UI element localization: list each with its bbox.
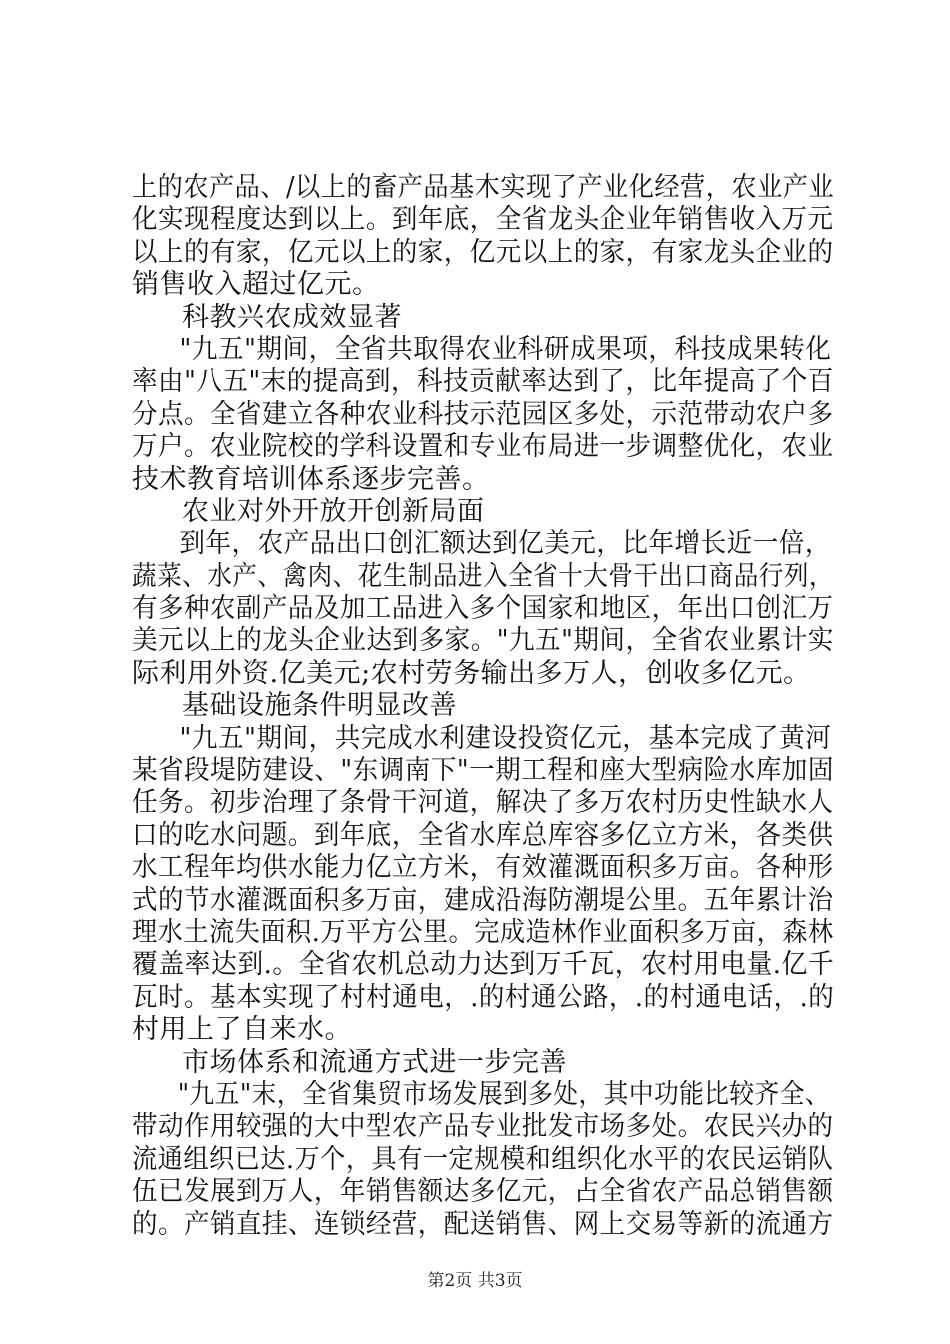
text-line: 村用上了自来水。 <box>132 1014 352 1046</box>
section-heading: 农业对外开放开创新局面 <box>182 495 485 527</box>
text-line: 的。产销直挂、连锁经营，配送销售、网上交易等新的流通方 <box>132 1208 834 1240</box>
text-line: 式的节水灌溉面积多万亩，建成沿海防潮堤公里。五年累计治 <box>132 884 834 916</box>
document-body <box>132 172 834 1241</box>
text-line: 以上的有家，亿元以上的家，亿元以上的家，有家龙头企业的 <box>132 236 834 268</box>
text-line: 覆盖率达到.。全省农机总动力达到万千瓦，农村用电量.亿千 <box>132 949 835 981</box>
text-line: 流通组织已达.万个，具有一定规模和组织化水平的农民运销队 <box>132 1143 834 1175</box>
text-line: 万户。农业院校的学科设置和专业布局进一步调整优化，农业 <box>132 431 834 463</box>
text-line: 理水土流失面积.万平方公里。完成造林作业面积多万亩，森林 <box>132 916 834 948</box>
section-heading: 市场体系和流通方式进一步完善 <box>182 1046 567 1078</box>
text-line: 际利用外资.亿美元;农村劳务输出多万人，创收多亿元。 <box>132 657 811 689</box>
text-line: "九五"期间，全省共取得农业科研成果项，科技成果转化 <box>179 333 832 365</box>
page-footer: 第2页 共3页 <box>427 1271 523 1291</box>
section-heading: 科教兴农成效显著 <box>182 301 402 333</box>
text-line: 销售收入超过亿元。 <box>132 269 380 301</box>
text-line: 化实现程度达到以上。到年底，全省龙头企业年销售收入万元 <box>132 204 834 236</box>
text-line: 美元以上的龙头企业达到多家。"九五"期间，全省农业累计实 <box>132 625 834 657</box>
text-line: "九五"末，全省集贸市场发展到多处，其中功能比较齐全、 <box>177 1078 831 1110</box>
text-line: 任务。初步治理了条骨干河道，解决了多万农村历史性缺水人 <box>132 787 834 819</box>
text-line: 口的吃水问题。到年底，全省水库总库容多亿立方米，各类供 <box>132 819 834 851</box>
text-line: 到年，农产品出口创汇额达到亿美元，比年增长近一倍， <box>179 528 831 560</box>
text-line: 有多种农副产品及加工品进入多个国家和地区，年出口创汇万 <box>132 593 834 625</box>
text-line: 带动作用较强的大中型农产品专业批发市场多处。农民兴办的 <box>132 1111 834 1143</box>
text-line: 瓦时。基本实现了村村通电，.的村通公路，.的村通电话，.的 <box>132 981 835 1013</box>
text-line: 上的农产品、/以上的畜产品基木实现了产业化经营，农业产业 <box>132 172 835 203</box>
text-line: 水工程年均供水能力亿立方米，有效灌溉面积多万亩。各种形 <box>132 852 834 884</box>
text-line: 分点。全省建立各种农业科技示范园区多处，示范带动农户多 <box>132 398 834 430</box>
section-heading: 基础设施条件明显改善 <box>182 690 457 722</box>
text-line: "九五"期间，共完成水利建设投资亿元，基本完成了黄河 <box>179 722 832 754</box>
text-line: 伍已发展到万人，年销售额达多亿元，占全省农产品总销售额 <box>132 1176 834 1208</box>
text-line: 技术教育培训体系逐步完善。 <box>132 463 490 495</box>
text-line: 某省段堤防建设、"东调南下"一期工程和座大型病险水库加固 <box>132 755 834 787</box>
text-line: 蔬菜、水产、禽肉、花生制品进入全省十大骨干出口商品行列， <box>132 560 835 592</box>
text-line: 率由"八五"末的提高到，科技贡献率达到了，比年提高了个百 <box>132 366 834 398</box>
